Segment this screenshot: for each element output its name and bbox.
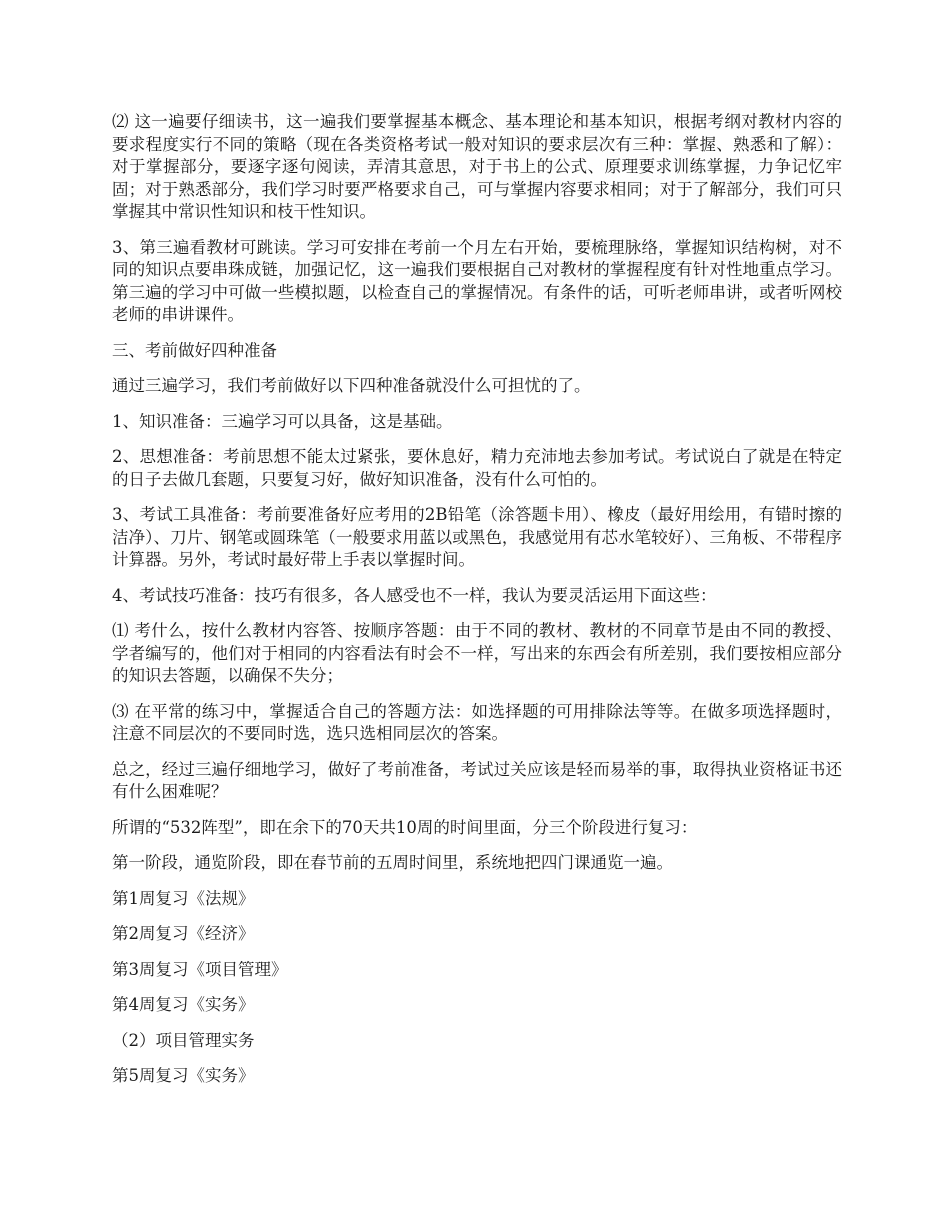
paragraph-intro-preparations: 通过三遍学习，我们考前做好以下四种准备就没什么可担忧的了。 [112, 376, 591, 395]
list-item-week-1: 第1周复习《法规》 [112, 888, 255, 908]
paragraph-stage-one: 第一阶段，通览阶段，即在春节前的五周时间里，系统地把四门课通览一遍。 [112, 853, 673, 872]
paragraph-technique-prep: 4、考试技巧准备：技巧有很多，各人感受也不一样，我认为要灵活运用下面这些： [112, 585, 717, 605]
paragraph-technique-3: ⑶ 在平常的练习中，掌握适合自己的答题方法：如选择题的可用排除法等等。在做多项选择题时，注意不同层次的不要同时选，选只选相同层次的答案。 [112, 701, 842, 743]
document-body [112, 111, 842, 1101]
paragraph-step2-detail: ⑵ 这一遍要仔细读书，这一遍我们要掌握基本概念、基本理论和基本知识，根据考纲对教材内容的要求程度实行不同的策略（现在各类资格考试一般对知识的要求层次有三种：掌握、熟悉和了解）：对于掌握部分，要逐字逐句阅读，弄清其意思，对于书上的公式、原理要求训练掌握，力争记忆牢固；对于熟悉部分，我们学习时要严格要求自己，可与掌握内容要求相同；对于了解部分，我们可只掌握其中常识性知识和枝干性知识。 [112, 112, 842, 221]
list-item-week-3: 第3周复习《项目管理》 [112, 959, 288, 979]
list-item-week-5: 第5周复习《实务》 [112, 1066, 255, 1085]
paragraph-technique-1: ⑴ 考什么，按什么教材内容答、按顺序答题：由于不同的教材、教材的不同章节是由不同的教授、学者编写的，他们对于相同的内容看法有时会不一样，写出来的东西会有所差别，我们要按相应部分的知识去答题，以确保不失分； [112, 621, 842, 685]
paragraph-knowledge-prep: 1、知识准备：三遍学习可以具备，这是基础。 [112, 411, 453, 431]
list-item-week-2: 第2周复习《经济》 [112, 924, 255, 943]
list-item-week-4: 第4周复习《实务》 [112, 995, 255, 1014]
subheading-project-management-practice: （2）项目管理实务 [112, 1030, 255, 1050]
paragraph-tools-prep: 3、考试工具准备：考前要准备好应考用的2B铅笔（涂答题卡用）、橡皮（最好用绘用，有错时擦的洁净）、刀片、钢笔或圆珠笔（一般要求用蓝以或黑色，我感觉用有芯水笔较好）、三角板、不带程序计算器。另外，考试时最好带上手表以掌握时间。 [112, 505, 842, 569]
paragraph-mental-prep: 2、思想准备：考前思想不能太过紧张，要休息好，精力充沛地去参加考试。考试说白了就是在特定的日子去做几套题，只要复习好，做好知识准备，没有什么可怕的。 [112, 447, 842, 489]
paragraph-532-formation: 所谓的“532阵型”，即在余下的70天共10周的时间里面，分三个阶段进行复习： [112, 817, 698, 837]
paragraph-summary: 总之，经过三遍仔细地学习，做好了考前准备，考试过关应该是轻而易举的事，取得执业资格证书还有什么困难呢？ [112, 759, 842, 801]
paragraph-step3-skim: 3、第三遍看教材可跳读。学习可安排在考前一个月左右开始，要梳理脉络，掌握知识结构树，对不同的知识点要串珠成链，加强记忆，这一遍我们要根据自己对教材的掌握程度有针对性地重点学习。第三遍的学习中可做一些模拟题，以检查自己的掌握情况。有条件的话，可听老师串讲，或者听网校老师的串讲课件。 [112, 237, 842, 324]
section-heading-four-preparations: 三、考前做好四种准备 [112, 340, 277, 360]
